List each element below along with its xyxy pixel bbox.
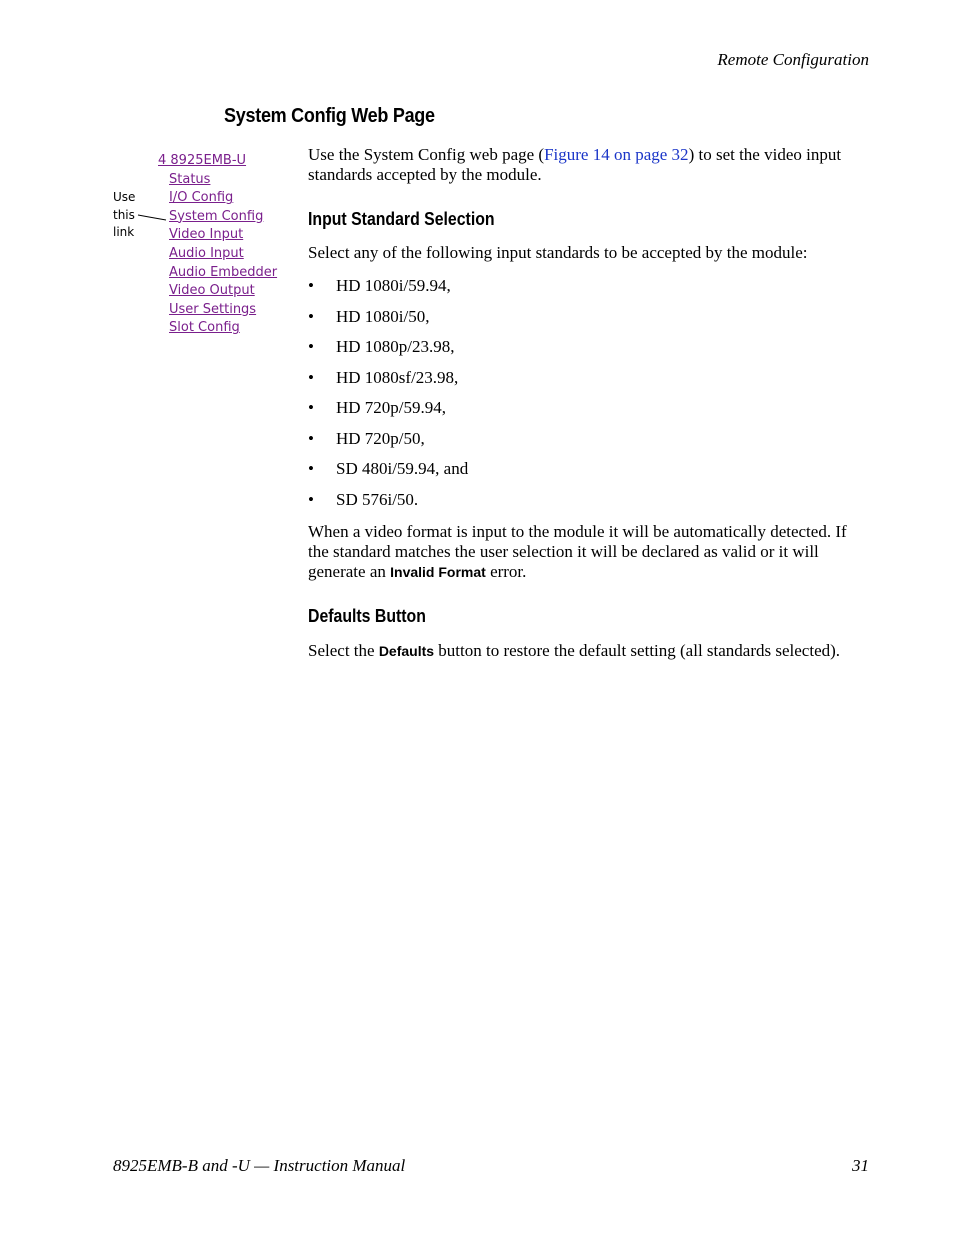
running-header: Remote Configuration [717,50,869,69]
callout-label [113,189,135,242]
list-item: • HD 1080i/50, [308,307,868,338]
list-item: • SD 480i/59.94, and [308,459,868,490]
callout-line-1: Use [113,190,136,204]
main-content [308,145,868,661]
section-title: System Config Web Page [224,105,435,127]
nav-link-io-config[interactable]: I/O Config [169,190,234,206]
nav-link-video-input[interactable]: Video Input [169,227,244,243]
defaults-button-heading: Defaults Button [308,606,426,626]
intro-text-start: Use the System Config web page ( [308,145,545,164]
list-item: • HD 1080p/23.98, [308,337,868,368]
defaults-paragraph [308,641,868,661]
list-item: • HD 720p/59.94, [308,398,868,429]
defaults-text-start: Select the [308,641,379,660]
defaults-term: Defaults [378,643,435,659]
nav-link-audio-embedder[interactable]: Audio Embedder [169,264,278,280]
standards-list [308,276,868,520]
list-item: • HD 1080sf/23.98, [308,368,868,399]
callout-line-2: this [113,207,135,222]
callout-line-3: link [113,225,135,239]
nav-link-user-settings[interactable]: User Settings [169,301,257,317]
defaults-text-end: button to restore the default setting (all standards selected). [434,641,841,660]
nav-link-module[interactable]: 4 8925EMB-U [158,153,247,168]
intro-text-end: ) to set the video input standards accepted by the module. [308,145,842,184]
detection-paragraph [308,522,868,582]
figure-reference-link[interactable]: Figure 14 on page 32 [544,145,689,164]
input-standard-lead: Select any of the following input standards to be accepted by the module: [308,243,808,262]
web-page-nav-menu [158,152,277,338]
list-item: • HD 1080i/59.94, [308,276,868,307]
list-item: • SD 576i/50. [308,490,868,521]
footer-page-number: 31 [852,1156,869,1175]
nav-link-video-output[interactable]: Video Output [169,283,255,299]
nav-link-slot-config[interactable]: Slot Config [169,320,240,336]
nav-link-audio-input[interactable]: Audio Input [169,245,244,261]
footer-manual-title: 8925EMB-B and -U — Instruction Manual [113,1156,406,1175]
list-item: • HD 720p/50, [308,429,868,460]
intro-paragraph [308,145,868,185]
invalid-format-term: Invalid Format [390,564,486,580]
input-standard-heading: Input Standard Selection [308,209,495,229]
nav-link-system-config[interactable]: System Config [169,208,264,224]
nav-link-status[interactable]: Status [169,171,211,187]
detection-text-end: error. [485,562,527,581]
detection-text-start: When a video format is input to the module it will be automatically detected. If the standard matches the user selection it will be declared as valid or it will generate an [308,522,847,581]
